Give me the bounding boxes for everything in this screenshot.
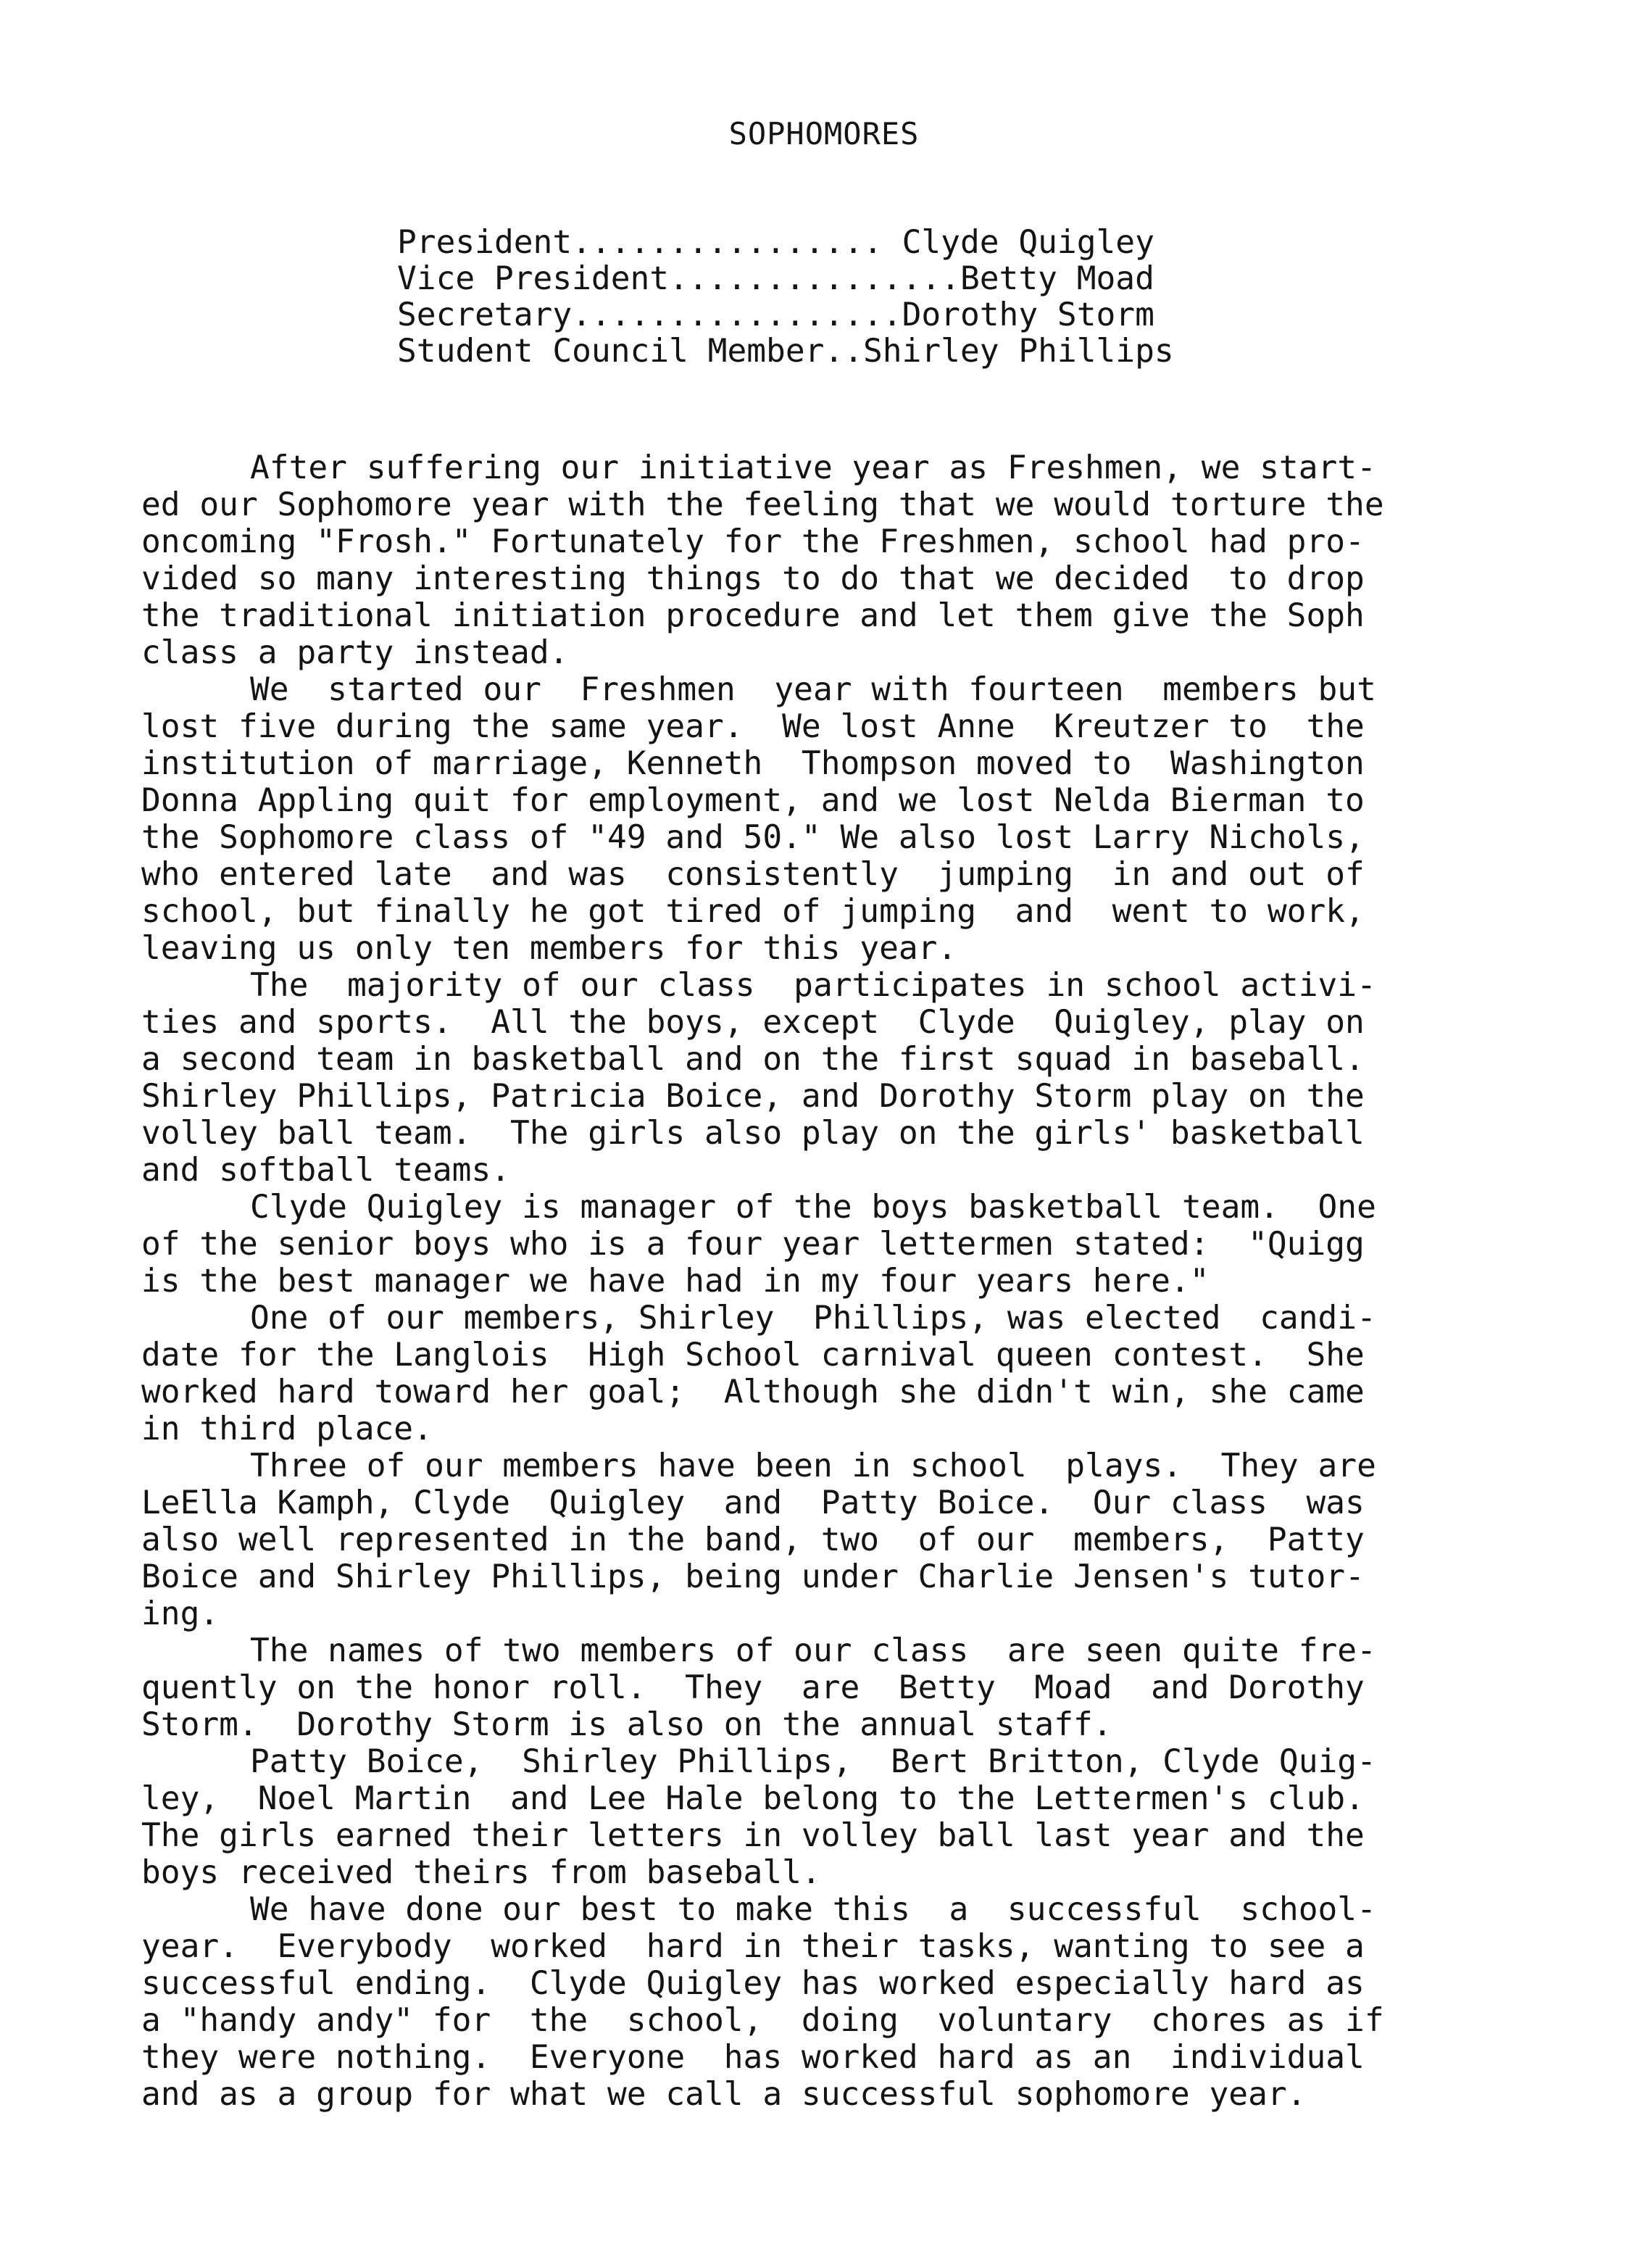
- text-line: date for the Langlois High School carnival queen contest. She: [141, 1337, 1365, 1374]
- officer-leader: ..: [824, 333, 864, 370]
- officer-row-vice-president: [397, 261, 1281, 297]
- text-line: vided so many interesting things to do that we decided to drop: [141, 560, 1365, 597]
- officers-list: [397, 225, 1281, 370]
- text-line: One of our members, Shirley Phillips, was elected candi-: [250, 1300, 1376, 1337]
- officer-role: Secretary: [397, 296, 573, 333]
- officer-row-president: [397, 225, 1281, 261]
- text-line: Storm. Dorothy Storm is also on the annual staff.: [141, 1706, 1112, 1743]
- text-line: the Sophomore class of "49 and 50." We also lost Larry Nichols,: [141, 819, 1365, 856]
- text-line: Shirley Phillips, Patricia Boice, and Dorothy Storm play on the: [141, 1078, 1365, 1115]
- text-line: The majority of our class participates in school activi-: [250, 967, 1376, 1004]
- text-line: Donna Appling quit for employment, and we lost Nelda Bierman to: [141, 782, 1365, 819]
- text-line: of the senior boys who is a four year lettermen stated: "Quigg: [141, 1226, 1365, 1263]
- text-line: The girls earned their letters in volley ball last year and the: [141, 1817, 1365, 1854]
- text-line: LeElla Kamph, Clyde Quigley and Patty Boice. Our class was: [141, 1484, 1365, 1521]
- text-line: successful ending. Clyde Quigley has worked especially hard as: [141, 1965, 1365, 2002]
- officer-name: Clyde Quigley: [882, 224, 1154, 261]
- text-line: boys received theirs from baseball.: [141, 1854, 821, 1891]
- officer-role: Vice President: [397, 260, 670, 297]
- officer-role: Student Council Member: [397, 333, 825, 370]
- officer-role: President: [397, 224, 573, 261]
- officer-leader: .................: [572, 296, 902, 333]
- text-line: and softball teams.: [141, 1152, 511, 1189]
- text-line: school, but finally he got tired of jumping and went to work,: [141, 893, 1365, 930]
- text-line: Three of our members have been in school plays. They are: [250, 1447, 1376, 1484]
- text-line: the traditional initiation procedure and let them give the Soph: [141, 597, 1365, 634]
- text-line: a "handy andy" for the school, doing voluntary chores as if: [141, 2002, 1384, 2039]
- text-line: lost five during the same year. We lost Anne Kreutzer to the: [141, 708, 1365, 745]
- text-line: We have done our best to make this a successful school-: [250, 1891, 1376, 1928]
- body-text: [141, 449, 1518, 2113]
- text-line: oncoming "Frosh." Fortunately for the Freshmen, school had pro-: [141, 523, 1365, 560]
- officer-name: Shirley Phillips: [863, 333, 1174, 370]
- text-line: ley, Noel Martin and Lee Hale belong to the Lettermen's club.: [141, 1780, 1365, 1817]
- text-line: and as a group for what we call a successful sophomore year.: [141, 2076, 1307, 2113]
- officer-row-student-council: [397, 333, 1281, 370]
- text-line: Boice and Shirley Phillips, being under Charlie Jensen's tutor-: [141, 1558, 1365, 1595]
- officer-name: Betty Moad: [960, 260, 1154, 297]
- officer-row-secretary: [397, 297, 1281, 333]
- officer-name: Dorothy Storm: [902, 296, 1154, 333]
- text-line: class a party instead.: [141, 634, 569, 671]
- officer-leader: ................: [572, 224, 883, 261]
- text-line: year. Everybody worked hard in their tasks, wanting to see a: [141, 1928, 1365, 1965]
- text-line: Clyde Quigley is manager of the boys basketball team. One: [250, 1189, 1376, 1226]
- text-line: they were nothing. Everyone has worked hard as an individual: [141, 2039, 1365, 2076]
- text-line: a second team in basketball and on the first squad in baseball.: [141, 1041, 1365, 1078]
- text-line: quently on the honor roll. They are Betty Moad and Dorothy: [141, 1669, 1365, 1706]
- text-line: in third place.: [141, 1411, 433, 1447]
- text-line: also well represented in the band, two of our members, Patty: [141, 1521, 1365, 1558]
- text-line: ties and sports. All the boys, except Clyde Quigley, play on: [141, 1004, 1365, 1041]
- text-line: ing.: [141, 1595, 220, 1632]
- text-line: worked hard toward her goal; Although she didn't win, she came: [141, 1374, 1365, 1411]
- text-line: Patty Boice, Shirley Phillips, Bert Britton, Clyde Quig-: [250, 1743, 1376, 1780]
- text-line: who entered late and was consistently jumping in and out of: [141, 856, 1365, 893]
- text-line: leaving us only ten members for this year.: [141, 930, 957, 967]
- officer-leader: ...............: [669, 260, 960, 297]
- text-line: We started our Freshmen year with fourteen members but: [250, 671, 1376, 708]
- text-line: The names of two members of our class are seen quite fre-: [250, 1632, 1376, 1669]
- page-title: SOPHOMORES: [728, 116, 920, 151]
- text-line: ed our Sophomore year with the feeling that we would torture the: [141, 486, 1384, 523]
- text-line: volley ball team. The girls also play on the girls' basketball: [141, 1115, 1365, 1152]
- text-line: institution of marriage, Kenneth Thompson moved to Washington: [141, 745, 1365, 782]
- text-line: is the best manager we have had in my four years here.": [141, 1263, 1210, 1300]
- text-line: After suffering our initiative year as Freshmen, we start-: [250, 449, 1376, 486]
